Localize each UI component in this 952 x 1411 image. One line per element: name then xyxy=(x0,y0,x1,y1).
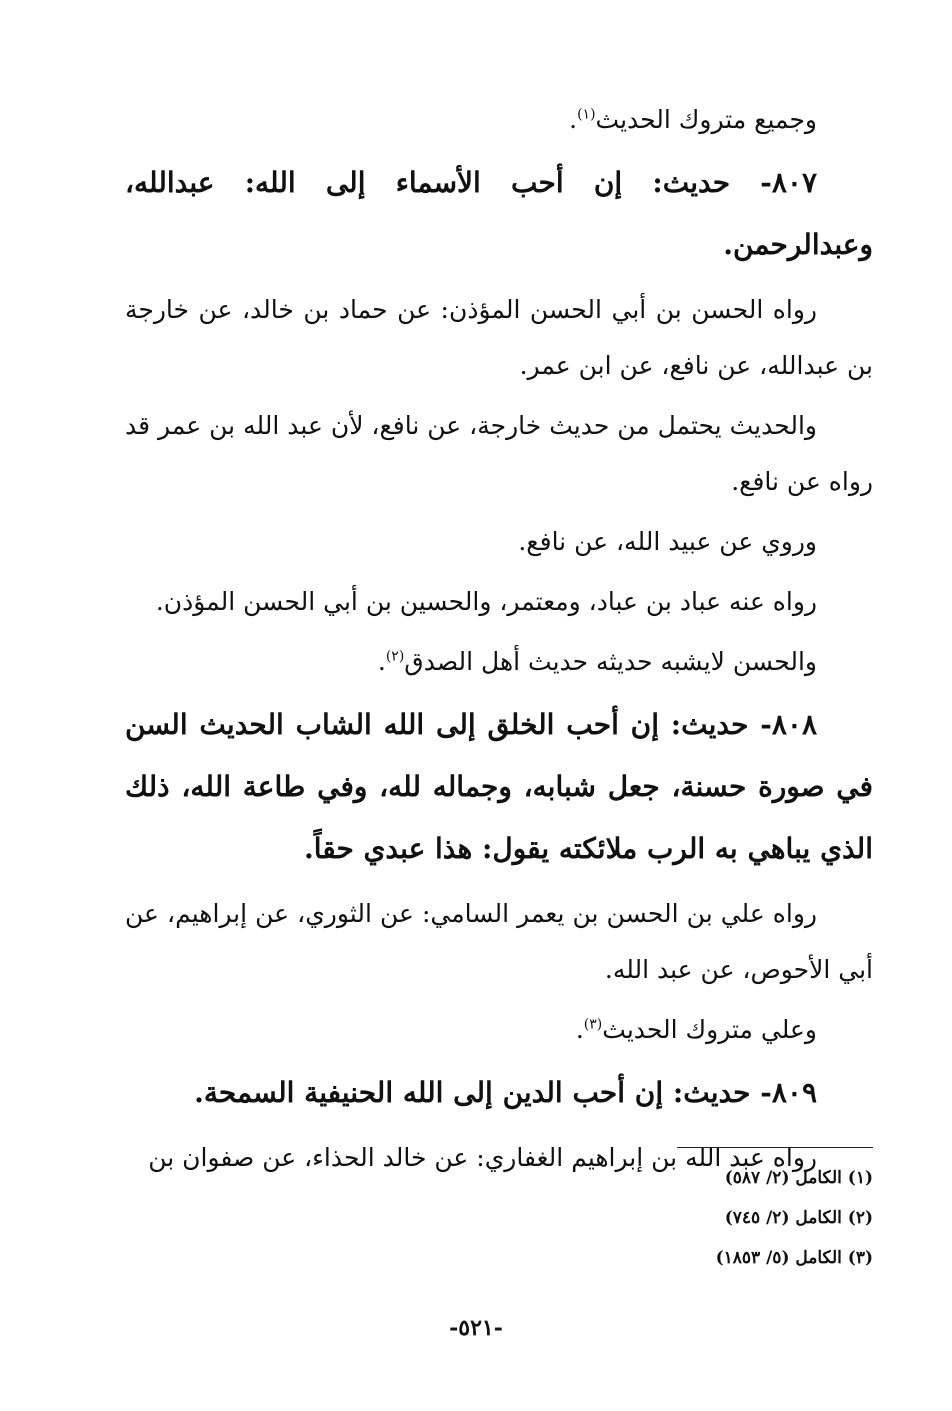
footnotes xyxy=(473,1158,873,1278)
paragraph: رواه عنه عباد بن عباد، ومعتمر، والحسين بن أبي الحسن المؤذن. xyxy=(155,587,817,616)
paragraph: رواه الحسن بن أبي الحسن المؤذن: عن حماد بن خالد، عن خارجة بن عبدالله، عن نافع، عن ابن عمر. xyxy=(125,295,873,380)
footnote-3: (٣) الكامل (٥/ ١٨٥٣) xyxy=(715,1248,873,1268)
footnote-divider xyxy=(677,1147,873,1148)
hadith-heading-807: ٨٠٧- حديث: إن أحب الأسماء إلى الله: عبدالله، وعبدالرحمن. xyxy=(125,166,873,261)
page-number: -٥٢١- xyxy=(449,1315,503,1341)
page-body xyxy=(125,92,873,1190)
paragraph: والحسن لايشبه حديثه حديث أهل الصدق$^{(٢)}$. xyxy=(377,647,817,676)
hadith-heading-808: ٨٠٨- حديث: إن أحب الخلق إلى الله الشاب الحديث السن في صورة حسنة، جعل شبابه، وجماله لله، وفي طاعة الله، ذلك الذي يباهي به الرب ملائكته يقول: هذا عبدي حقاً. xyxy=(125,708,873,865)
footnote-ref: (٣) xyxy=(583,1016,603,1033)
hadith-heading-809: ٨٠٩- حديث: إن أحب الدين إلى الله الحنيفية السمحة. xyxy=(194,1076,817,1109)
paragraph: وعلي متروك الحديث$^{(٣)}$. xyxy=(575,1015,817,1044)
footnote-1: (١) الكامل (٢/ ٥٨٧) xyxy=(724,1168,873,1188)
paragraph: رواه عبد الله بن إبراهيم الغفاري: عن خالد الحذاء، عن صفوان بن xyxy=(148,1143,817,1172)
footnote-ref: (٢) xyxy=(385,648,405,665)
paragraph: وجميع متروك الحديث$^{(١)}$. xyxy=(569,105,817,134)
paragraph: رواه علي بن الحسن بن يعمر السامي: عن الثوري، عن إبراهيم، عن أبي الأحوص، عن عبد الله. xyxy=(125,899,873,984)
paragraph: وروي عن عبيد الله، عن نافع. xyxy=(518,527,817,556)
paragraph: والحديث يحتمل من حديث خارجة، عن نافع، لأن عبد الله بن عمر قد رواه عن نافع. xyxy=(125,411,873,496)
footnote-2: (٢) الكامل (٢/ ٧٤٥) xyxy=(724,1208,873,1228)
footnote-ref: (١) xyxy=(577,106,596,123)
